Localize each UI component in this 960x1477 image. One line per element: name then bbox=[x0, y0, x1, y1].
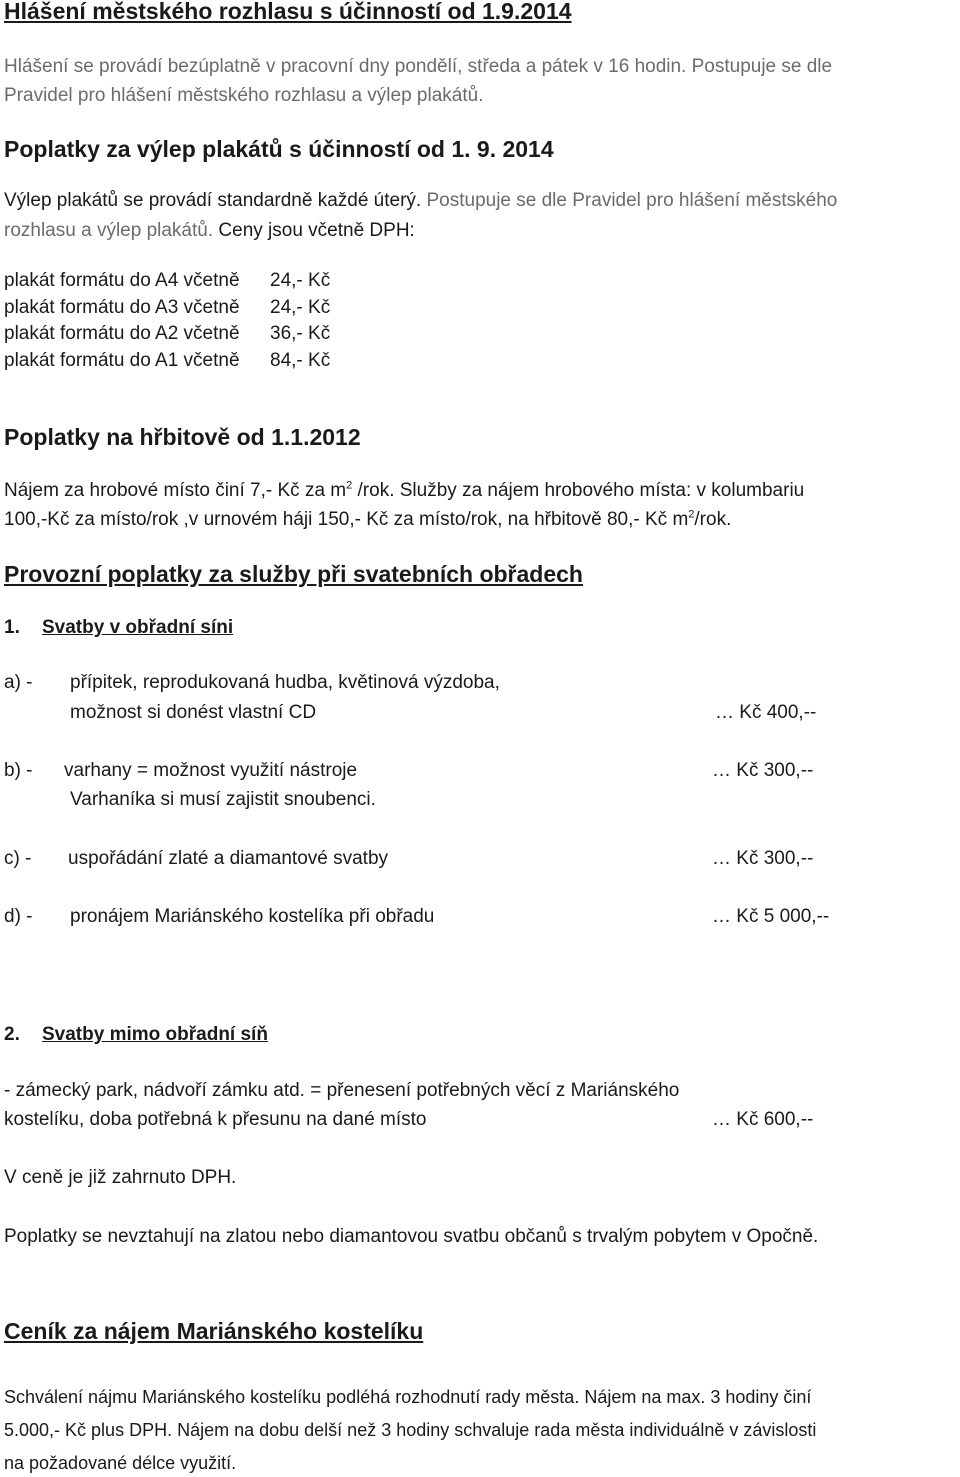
poster-price-row bbox=[4, 350, 330, 377]
superscript-2: 2 bbox=[688, 508, 695, 521]
superscript-2: 2 bbox=[346, 479, 353, 492]
item-b-key: b) - bbox=[4, 760, 33, 781]
poster-format-label: plakát formátu do A4 včetně bbox=[4, 270, 240, 291]
cemetery-text-2b: /rok. bbox=[694, 509, 732, 530]
item-b-text-1: varhany = možnost využití nástroje bbox=[64, 760, 358, 781]
church-heading: Ceník za nájem Mariánského kostelíku bbox=[4, 1318, 424, 1344]
poster-price-list bbox=[4, 270, 330, 376]
poster-price-row bbox=[4, 270, 330, 297]
posters-rules-text: Postupuje se dle Pravidel pro hlášení městského bbox=[421, 190, 838, 211]
posters-vat-text: Ceny jsou včetně DPH: bbox=[213, 220, 415, 241]
poster-format-price: 24,- Kč bbox=[270, 296, 331, 318]
cemetery-line-2 bbox=[4, 509, 731, 531]
item-c-price: … Kč 300,-- bbox=[712, 848, 814, 869]
poster-format-label: plakát formátu do A3 včetně bbox=[4, 296, 240, 318]
item-b-text-2: Varhaníka si musí zajistit snoubenci. bbox=[70, 789, 376, 810]
cemetery-heading: Poplatky na hřbitově od 1.1.2012 bbox=[4, 424, 361, 450]
posters-paragraph-line-2 bbox=[4, 220, 415, 242]
page-title: Hlášení městského rozhlasu s účinností od 1.9.2014 bbox=[4, 0, 572, 24]
cemetery-line-1 bbox=[4, 480, 804, 502]
poster-format-label: plakát formátu do A2 včetně bbox=[4, 323, 240, 344]
cemetery-text-1a: Nájem za hrobové místo činí 7,- Kč za m bbox=[4, 480, 347, 501]
item-d-key: d) - bbox=[4, 906, 33, 927]
poster-format-price: 84,- Kč bbox=[270, 349, 331, 371]
cemetery-text-2a: 100,-Kč za místo/rok ,v urnovém háji 150,- Kč za místo/rok, na hřbitově 80,- Kč m bbox=[4, 509, 689, 530]
section-1-title: Svatby v obřadní síni bbox=[42, 617, 234, 638]
item-a-text-1: přípitek, reprodukovaná hudba, květinová výzdoba, bbox=[70, 672, 500, 693]
cemetery-text-1b: /rok. Služby za nájem hrobového místa: v kolumbariu bbox=[352, 480, 805, 501]
item-c-key: c) - bbox=[4, 848, 32, 869]
intro-line-2: Pravidel pro hlášení městského rozhlasu a výlep plakátů. bbox=[4, 85, 484, 106]
exemption-note: Poplatky se nevztahují na zlatou nebo diamantovou svatbu občanů s trvalým pobytem v Opočně. bbox=[4, 1226, 819, 1247]
section-2-line-2: kostelíku, doba potřebná k přesunu na dané místo bbox=[4, 1109, 427, 1130]
church-line-1: Schválení nájmu Mariánského kostelíku podléhá rozhodnutí rady města. Nájem na max. 3 hodiny činí bbox=[4, 1387, 812, 1407]
section-1-number: 1. bbox=[4, 617, 20, 638]
poster-format-price: 36,- Kč bbox=[270, 323, 331, 344]
item-a-key: a) - bbox=[4, 672, 33, 693]
posters-schedule-text: Výlep plakátů se provádí standardně každé úterý. bbox=[4, 190, 422, 211]
posters-paragraph-line-1 bbox=[4, 190, 837, 212]
poster-format-label: plakát formátu do A1 včetně bbox=[4, 349, 240, 371]
item-b-price: … Kč 300,-- bbox=[712, 760, 814, 781]
item-a-text-2: možnost si donést vlastní CD bbox=[70, 702, 317, 723]
poster-price-row bbox=[4, 297, 330, 324]
poster-price-row bbox=[4, 323, 330, 350]
section-2-price: … Kč 600,-- bbox=[712, 1109, 814, 1130]
item-c-text: uspořádání zlaté a diamantové svatby bbox=[68, 848, 389, 869]
section-2-line-1: - zámecký park, nádvoří zámku atd. = přenesení potřebných věcí z Mariánského bbox=[4, 1080, 680, 1101]
posters-rules-text-2: rozhlasu a výlep plakátů. bbox=[4, 220, 214, 241]
wedding-heading: Provozní poplatky za služby při svatebních obřadech bbox=[4, 561, 583, 587]
posters-heading: Poplatky za výlep plakátů s účinností od 1. 9. 2014 bbox=[4, 136, 554, 162]
item-a-price: … Kč 400,-- bbox=[715, 702, 817, 723]
section-2-number: 2. bbox=[4, 1024, 20, 1045]
section-2-title: Svatby mimo obřadní síň bbox=[42, 1024, 268, 1045]
church-line-3: na požadované délce využití. bbox=[4, 1453, 237, 1473]
church-line-2: 5.000,- Kč plus DPH. Nájem na dobu delší než 3 hodiny schvaluje rada města individuálně v závislosti bbox=[4, 1420, 817, 1440]
intro-line-1: Hlášení se provádí bezúplatně v pracovní dny pondělí, středa a pátek v 16 hodin. Postupuje se dle bbox=[4, 56, 833, 77]
poster-format-price: 24,- Kč bbox=[270, 270, 331, 291]
item-d-text: pronájem Mariánského kostelíka při obřadu bbox=[70, 906, 435, 927]
item-d-price: … Kč 5 000,-- bbox=[712, 906, 830, 927]
vat-note: V ceně je již zahrnuto DPH. bbox=[4, 1167, 237, 1188]
